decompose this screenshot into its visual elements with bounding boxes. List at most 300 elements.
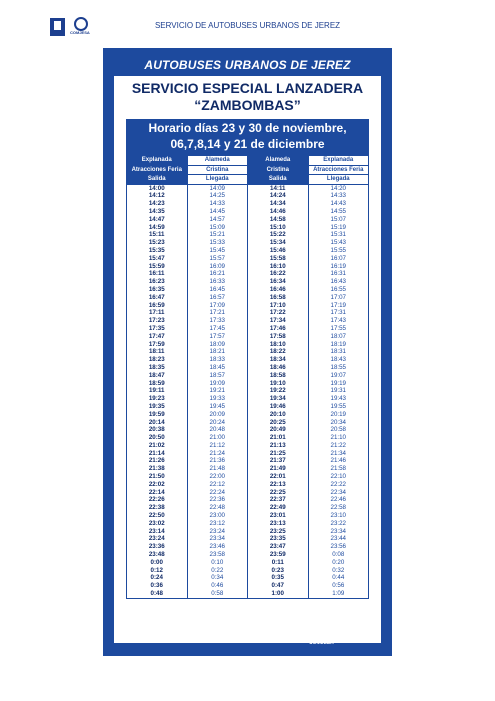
time-cell: 23:35	[248, 535, 309, 543]
table-row	[127, 317, 369, 325]
time-cell: 0:22	[187, 567, 248, 575]
table-row	[127, 239, 369, 247]
header-title: SERVICIO DE AUTOBUSES URBANOS DE JEREZ	[154, 21, 341, 30]
table-row	[127, 395, 369, 403]
table-row	[127, 465, 369, 473]
timetable	[126, 155, 369, 599]
time-cell: 22:36	[187, 496, 248, 504]
table-row	[127, 270, 369, 278]
time-cell: 21:14	[127, 450, 188, 458]
time-cell: 19:23	[127, 395, 188, 403]
time-cell: 18:11	[127, 348, 188, 356]
time-cell: 18:07	[308, 333, 369, 341]
time-cell: 22:34	[308, 489, 369, 497]
time-cell: 17:46	[248, 325, 309, 333]
time-cell: 22:48	[187, 504, 248, 512]
time-cell: 0:20	[308, 559, 369, 567]
time-cell: 22:50	[127, 512, 188, 520]
table-row	[127, 208, 369, 216]
brand-title: AUTOBUSES URBANOS DE JEREZ	[144, 58, 351, 72]
time-cell: 21:46	[308, 457, 369, 465]
time-cell: 21:58	[308, 465, 369, 473]
time-cell: 0:12	[127, 567, 188, 575]
time-cell: 15:47	[127, 255, 188, 263]
table-row	[127, 457, 369, 465]
time-cell: 17:58	[248, 333, 309, 341]
time-cell: 21:38	[127, 465, 188, 473]
time-cell: 14:45	[187, 208, 248, 216]
table-row	[127, 574, 369, 582]
table-row	[127, 535, 369, 543]
time-cell: 21:10	[308, 434, 369, 442]
time-cell: 16:34	[248, 278, 309, 286]
time-cell: 21:37	[248, 457, 309, 465]
time-cell: 19:59	[127, 411, 188, 419]
table-row	[127, 278, 369, 286]
time-cell: 15:21	[187, 231, 248, 239]
table-row	[127, 364, 369, 372]
time-cell: 18:45	[187, 364, 248, 372]
time-cell: 21:13	[248, 442, 309, 450]
time-cell: 19:22	[248, 387, 309, 395]
time-cell: 22:10	[308, 473, 369, 481]
time-cell: 14:47	[127, 216, 188, 224]
time-cell: 20:49	[248, 426, 309, 434]
table-row	[127, 543, 369, 551]
time-cell: 22:49	[248, 504, 309, 512]
time-cell: 15:10	[248, 223, 309, 231]
time-cell: 18:21	[187, 348, 248, 356]
time-cell: 18:23	[127, 356, 188, 364]
time-cell: 23:34	[187, 535, 248, 543]
time-cell: 14:33	[308, 192, 369, 200]
service-title: SERVICIO ESPECIAL LANZADERA	[131, 80, 364, 96]
time-cell: 17:23	[127, 317, 188, 325]
table-row	[127, 333, 369, 341]
time-cell: 22:25	[248, 489, 309, 497]
schedule-dates-band	[126, 119, 369, 155]
time-cell: 15:34	[248, 239, 309, 247]
col-header-2-line2: Cristina	[187, 165, 248, 175]
time-cell: 16:31	[308, 270, 369, 278]
table-row	[127, 301, 369, 309]
timetable-body	[127, 184, 369, 598]
time-cell: 17:19	[308, 301, 369, 309]
sub-header-2: Llegada	[187, 175, 248, 185]
time-cell: 18:35	[127, 364, 188, 372]
time-cell: 23:22	[308, 520, 369, 528]
time-cell: 19:45	[187, 403, 248, 411]
time-cell: 18:34	[248, 356, 309, 364]
time-cell: 23:00	[187, 512, 248, 520]
time-cell: 21:26	[127, 457, 188, 465]
table-row	[127, 403, 369, 411]
time-cell: 22:38	[127, 504, 188, 512]
time-cell: 17:43	[308, 317, 369, 325]
time-cell: 23:02	[127, 520, 188, 528]
time-cell: 15:22	[248, 231, 309, 239]
time-cell: 0:35	[248, 574, 309, 582]
col-header-2-line1: Alameda	[187, 156, 248, 166]
time-cell: 17:22	[248, 309, 309, 317]
table-row	[127, 442, 369, 450]
time-cell: 19:33	[187, 395, 248, 403]
table-row	[127, 309, 369, 317]
table-row	[127, 184, 369, 192]
time-cell: 15:35	[127, 247, 188, 255]
time-cell: 18:19	[308, 340, 369, 348]
time-cell: 20:10	[248, 411, 309, 419]
table-row	[127, 223, 369, 231]
time-cell: 23:56	[308, 543, 369, 551]
time-cell: 21:24	[187, 450, 248, 458]
time-cell: 18:43	[308, 356, 369, 364]
time-cell: 23:47	[248, 543, 309, 551]
time-cell: 17:45	[187, 325, 248, 333]
time-cell: 22:58	[308, 504, 369, 512]
time-cell: 17:33	[187, 317, 248, 325]
time-cell: 22:46	[308, 496, 369, 504]
time-cell: 22:37	[248, 496, 309, 504]
time-cell: 22:22	[308, 481, 369, 489]
time-cell: 14:11	[248, 184, 309, 192]
time-cell: 0:47	[248, 582, 309, 590]
time-cell: 21:00	[187, 434, 248, 442]
time-cell: 0:46	[187, 582, 248, 590]
col-header-3-line2: Cristina	[248, 165, 309, 175]
time-cell: 0:44	[308, 574, 369, 582]
time-cell: 18:59	[127, 379, 188, 387]
col-header-3-line1: Alameda	[248, 156, 309, 166]
time-cell: 0:32	[308, 567, 369, 575]
time-cell: 20:19	[308, 411, 369, 419]
time-cell: 19:35	[127, 403, 188, 411]
time-cell: 15:58	[248, 255, 309, 263]
time-cell: 23:24	[127, 535, 188, 543]
time-cell: 15:07	[308, 216, 369, 224]
time-cell: 16:45	[187, 286, 248, 294]
time-cell: 21:34	[308, 450, 369, 458]
time-cell: 14:43	[308, 200, 369, 208]
time-cell: 16:46	[248, 286, 309, 294]
table-row	[127, 348, 369, 356]
schedule-dates-line1: Horario días 23 y 30 de noviembre,	[148, 121, 347, 135]
time-cell: 21:02	[127, 442, 188, 450]
service-subtitle: “ZAMBOMBAS”	[194, 97, 301, 113]
time-cell: 17:55	[308, 325, 369, 333]
time-cell: 20:50	[127, 434, 188, 442]
time-cell: 23:10	[308, 512, 369, 520]
time-cell: 16:55	[308, 286, 369, 294]
table-row	[127, 372, 369, 380]
table-row	[127, 255, 369, 263]
time-cell: 16:22	[248, 270, 309, 278]
sub-header-1: Salida	[127, 175, 188, 185]
time-cell: 17:31	[308, 309, 369, 317]
time-cell: 16:43	[308, 278, 369, 286]
time-cell: 19:43	[308, 395, 369, 403]
time-cell: 23:12	[187, 520, 248, 528]
ayuntamiento-line1: Ayuntamiento	[245, 628, 273, 633]
schedule-dates-line2: 06,7,8,14 y 21 de diciembre	[170, 137, 325, 151]
schedule-card	[114, 76, 381, 643]
time-cell: 22:02	[127, 481, 188, 489]
time-cell: 0:23	[248, 567, 309, 575]
time-cell: 16:07	[308, 255, 369, 263]
col-header-4-line2: Atracciones Feria	[308, 165, 369, 175]
time-cell: 17:47	[127, 333, 188, 341]
time-cell: 21:22	[308, 442, 369, 450]
time-cell: 14:12	[127, 192, 188, 200]
seal-text: DIO	[157, 631, 166, 637]
table-row	[127, 426, 369, 434]
time-cell: 14:55	[308, 208, 369, 216]
schedule-panel	[103, 48, 392, 656]
time-cell: 14:46	[248, 208, 309, 216]
jerez-crest-icon	[234, 626, 242, 640]
footer-divider	[114, 620, 381, 621]
time-cell: 23:13	[248, 520, 309, 528]
table-row	[127, 528, 369, 536]
time-cell: 15:55	[308, 247, 369, 255]
time-cell: 19:34	[248, 395, 309, 403]
table-row	[127, 325, 369, 333]
table-row	[127, 489, 369, 497]
time-cell: 0:00	[127, 559, 188, 567]
time-cell: 22:01	[248, 473, 309, 481]
time-cell: 14:34	[248, 200, 309, 208]
time-cell: 0:10	[187, 559, 248, 567]
time-cell: 22:12	[187, 481, 248, 489]
time-cell: 16:11	[127, 270, 188, 278]
time-cell: 19:55	[308, 403, 369, 411]
time-cell: 17:59	[127, 340, 188, 348]
time-cell: 19:21	[187, 387, 248, 395]
time-cell: 20:25	[248, 418, 309, 426]
table-row	[127, 450, 369, 458]
time-cell: 14:23	[127, 200, 188, 208]
time-cell: 20:48	[187, 426, 248, 434]
time-cell: 18:09	[187, 340, 248, 348]
time-cell: 15:31	[308, 231, 369, 239]
table-row	[127, 200, 369, 208]
time-cell: 17:07	[308, 294, 369, 302]
table-row	[127, 473, 369, 481]
time-cell: 14:24	[248, 192, 309, 200]
time-cell: 17:35	[127, 325, 188, 333]
time-cell: 18:10	[248, 340, 309, 348]
table-row	[127, 567, 369, 575]
time-cell: 14:57	[187, 216, 248, 224]
time-cell: 17:57	[187, 333, 248, 341]
time-cell: 15:23	[127, 239, 188, 247]
time-cell: 21:12	[187, 442, 248, 450]
time-cell: 15:59	[127, 262, 188, 270]
col-header-4-line1: Explanada	[308, 156, 369, 166]
table-row	[127, 481, 369, 489]
table-row	[127, 247, 369, 255]
time-cell: 21:25	[248, 450, 309, 458]
time-cell: 21:49	[248, 465, 309, 473]
time-cell: 19:19	[308, 379, 369, 387]
time-cell: 16:10	[248, 262, 309, 270]
comjesa-footer-logo-icon	[309, 626, 339, 646]
time-cell: 18:31	[308, 348, 369, 356]
time-cell: 23:46	[187, 543, 248, 551]
time-cell: 23:34	[308, 528, 369, 536]
time-cell: 21:48	[187, 465, 248, 473]
table-row	[127, 231, 369, 239]
time-cell: 0:36	[127, 582, 188, 590]
sub-header-4: Llegada	[308, 175, 369, 185]
time-cell: 0:34	[187, 574, 248, 582]
time-cell: 20:09	[187, 411, 248, 419]
time-cell: 0:24	[127, 574, 188, 582]
time-cell: 23:48	[127, 551, 188, 559]
time-cell: 0:08	[308, 551, 369, 559]
time-cell: 19:31	[308, 387, 369, 395]
time-cell: 23:25	[248, 528, 309, 536]
time-cell: 14:59	[127, 223, 188, 231]
page-header	[0, 0, 495, 40]
time-cell: 1:09	[308, 590, 369, 598]
time-cell: 0:56	[308, 582, 369, 590]
table-row	[127, 551, 369, 559]
time-cell: 22:00	[187, 473, 248, 481]
sub-header-3: Salida	[248, 175, 309, 185]
time-cell: 18:22	[248, 348, 309, 356]
table-row	[127, 559, 369, 567]
table-row	[127, 418, 369, 426]
time-cell: 23:36	[127, 543, 188, 551]
time-cell: 21:01	[248, 434, 309, 442]
table-row	[127, 192, 369, 200]
time-cell: 16:57	[187, 294, 248, 302]
time-cell: 16:23	[127, 278, 188, 286]
table-row	[127, 286, 369, 294]
table-row	[127, 379, 369, 387]
time-cell: 19:09	[187, 379, 248, 387]
time-cell: 18:55	[308, 364, 369, 372]
comjesa-footer-text: COMJESA	[309, 640, 334, 646]
time-cell: 17:10	[248, 301, 309, 309]
table-row	[127, 356, 369, 364]
time-cell: 15:43	[308, 239, 369, 247]
time-cell: 20:34	[308, 418, 369, 426]
time-cell: 16:59	[127, 301, 188, 309]
time-cell: 19:46	[248, 403, 309, 411]
time-cell: 17:11	[127, 309, 188, 317]
table-row	[127, 262, 369, 270]
time-cell: 23:59	[248, 551, 309, 559]
time-cell: 18:46	[248, 364, 309, 372]
time-cell: 20:24	[187, 418, 248, 426]
time-cell: 16:47	[127, 294, 188, 302]
time-cell: 20:38	[127, 426, 188, 434]
time-cell: 23:01	[248, 512, 309, 520]
time-cell: 1:00	[248, 590, 309, 598]
time-cell: 17:21	[187, 309, 248, 317]
col-header-1-line1: Explanada	[127, 156, 188, 166]
time-cell: 16:58	[248, 294, 309, 302]
time-cell: 23:14	[127, 528, 188, 536]
time-cell: 22:14	[127, 489, 188, 497]
time-cell: 15:19	[308, 223, 369, 231]
time-cell: 16:35	[127, 286, 188, 294]
table-row	[127, 512, 369, 520]
time-cell: 19:11	[127, 387, 188, 395]
table-row	[127, 294, 369, 302]
table-row	[127, 496, 369, 504]
time-cell: 23:44	[308, 535, 369, 543]
table-row	[127, 411, 369, 419]
time-cell: 0:58	[187, 590, 248, 598]
time-cell: 15:33	[187, 239, 248, 247]
time-cell: 17:09	[187, 301, 248, 309]
seal-logo-icon	[155, 627, 171, 643]
time-cell: 16:33	[187, 278, 248, 286]
time-cell: 18:33	[187, 356, 248, 364]
time-cell: 18:47	[127, 372, 188, 380]
time-cell: 14:25	[187, 192, 248, 200]
table-row	[127, 216, 369, 224]
time-cell: 20:14	[127, 418, 188, 426]
ayuntamiento-label	[245, 628, 272, 638]
time-cell: 16:21	[187, 270, 248, 278]
time-cell: 15:11	[127, 231, 188, 239]
time-cell: 20:58	[308, 426, 369, 434]
time-cell: 17:34	[248, 317, 309, 325]
footer-logos	[114, 617, 381, 651]
time-cell: 18:57	[187, 372, 248, 380]
time-cell: 22:24	[187, 489, 248, 497]
table-row	[127, 387, 369, 395]
time-cell: 19:10	[248, 379, 309, 387]
time-cell: 15:09	[187, 223, 248, 231]
ayuntamiento-line2: de Jerez	[245, 633, 263, 638]
time-cell: 15:46	[248, 247, 309, 255]
table-row	[127, 504, 369, 512]
time-cell: 14:35	[127, 208, 188, 216]
time-cell: 14:33	[187, 200, 248, 208]
time-cell: 22:26	[127, 496, 188, 504]
time-cell: 16:09	[187, 262, 248, 270]
time-cell: 15:45	[187, 247, 248, 255]
comjesa-logo-text: COMJESA	[70, 30, 90, 35]
time-cell: 21:50	[127, 473, 188, 481]
table-row	[127, 582, 369, 590]
col-header-1-line2: Atracciones Feria	[127, 165, 188, 175]
time-cell: 14:20	[308, 184, 369, 192]
time-cell: 14:09	[187, 184, 248, 192]
time-cell: 23:24	[187, 528, 248, 536]
time-cell: 14:00	[127, 184, 188, 192]
time-cell: 0:11	[248, 559, 309, 567]
time-cell: 19:07	[308, 372, 369, 380]
time-cell: 15:57	[187, 255, 248, 263]
time-cell: 14:58	[248, 216, 309, 224]
table-row	[127, 590, 369, 598]
table-row	[127, 340, 369, 348]
table-row	[127, 520, 369, 528]
time-cell: 21:36	[187, 457, 248, 465]
table-row	[127, 434, 369, 442]
time-cell: 22:13	[248, 481, 309, 489]
time-cell: 18:58	[248, 372, 309, 380]
time-cell: 0:48	[127, 590, 188, 598]
time-cell: 23:58	[187, 551, 248, 559]
time-cell: 16:19	[308, 262, 369, 270]
